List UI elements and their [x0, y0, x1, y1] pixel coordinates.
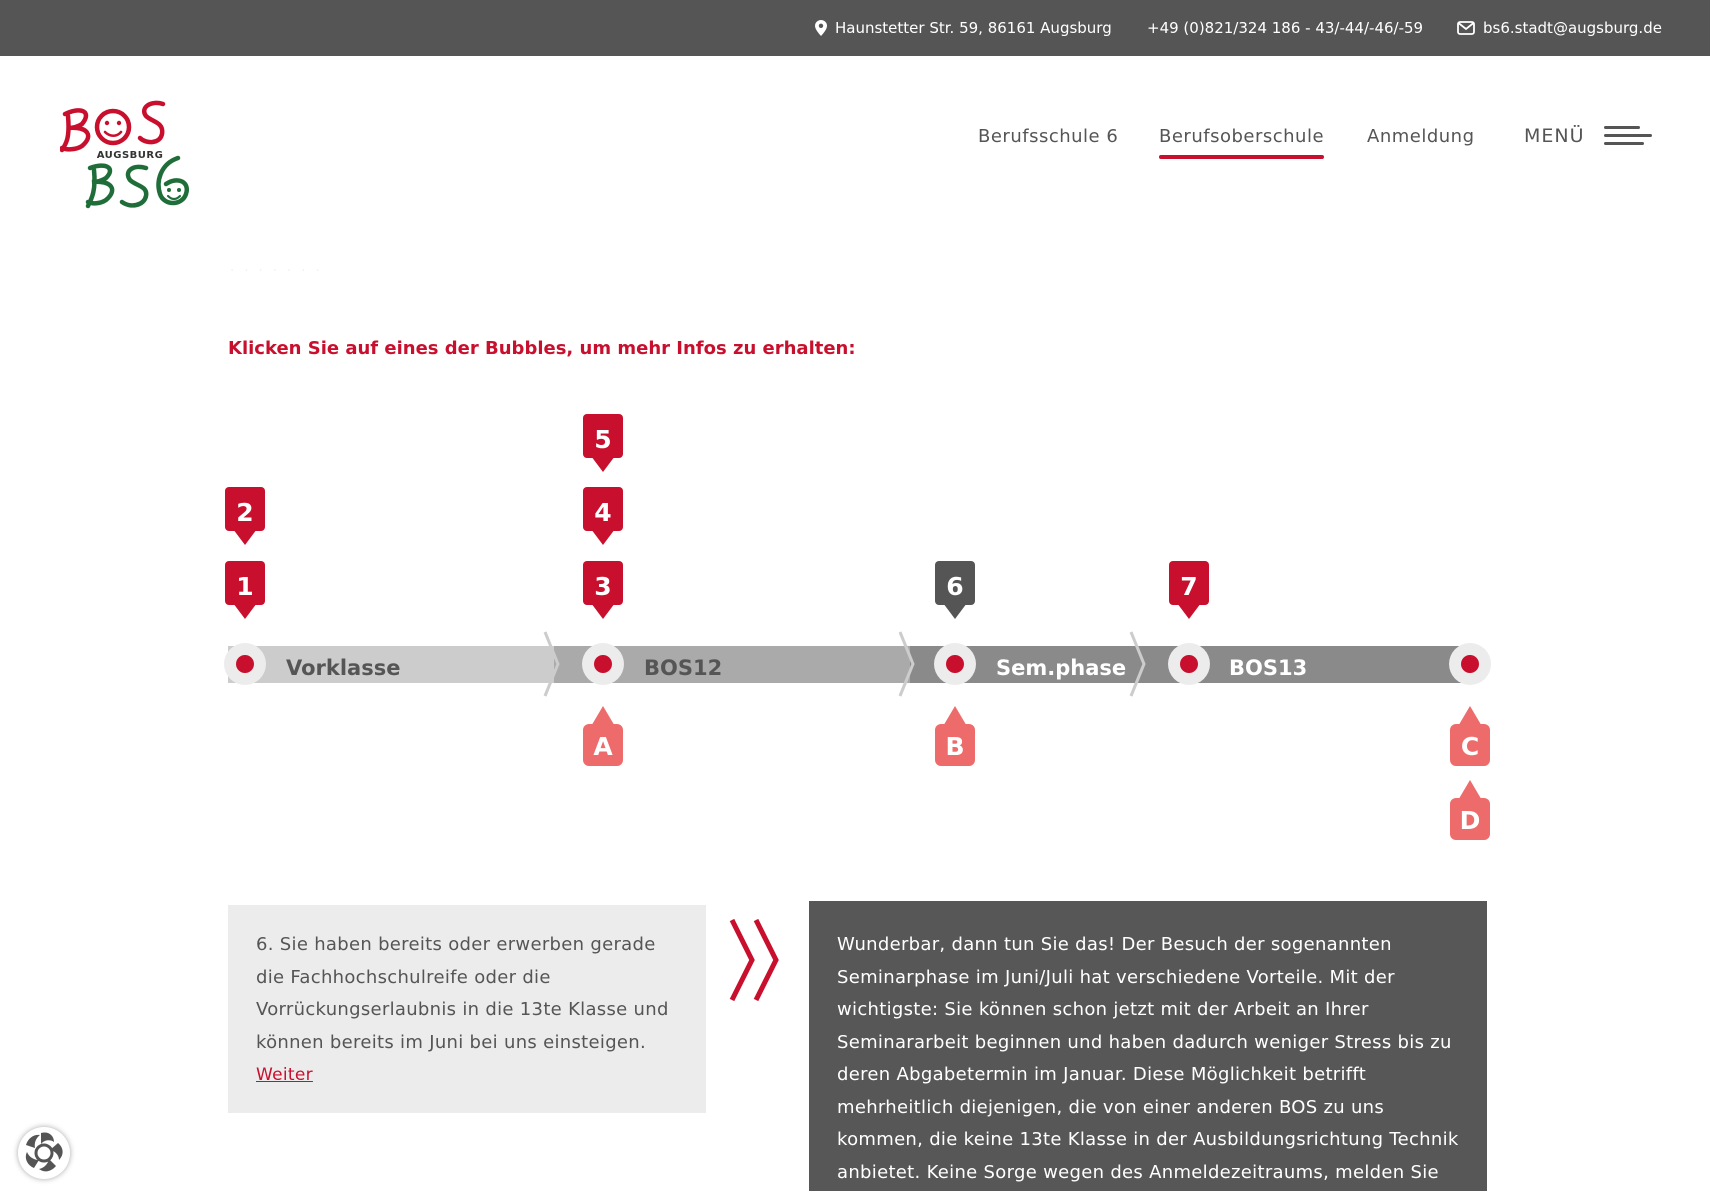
segment-label-bos12: BOS12 [644, 656, 723, 680]
bubble-a[interactable] [583, 706, 623, 766]
bubble-7-label: 7 [1180, 572, 1198, 601]
bubble-6[interactable] [935, 561, 975, 619]
segment-label-semphase: Sem.phase [996, 656, 1127, 680]
phone-text[interactable]: +49 (0)821/324 186 - 43/-44/-46/-59 [1147, 19, 1424, 37]
bos-bs6-logo[interactable] [60, 98, 200, 220]
hamburger-icon [1604, 123, 1652, 149]
double-chevron-icon [728, 916, 784, 1004]
top-info-bar [0, 0, 1710, 56]
bubble-d[interactable] [1450, 780, 1490, 840]
nav-berufsschule-6[interactable]: Berufsschule 6 [978, 126, 1119, 147]
nav-anmeldung[interactable]: Anmeldung [1367, 126, 1475, 147]
detail-text: Wunderbar, dann tun Sie das! Der Besuch der sogenannten Seminarphase im Juni/Juli hat verschiedene Vorteile. Mit der wichtigste: Sie können schon jetzt mit der Arbeit an Ihrer Seminararbeit beginnen und haben dadurch weniger Stress bis zu deren Abgabetermin im Januar. Diese Möglichkeit betrifft mehrheitlich diejenigen, die von einer anderen BOS zu uns kommen, die keine 13te Klasse in der Ausbildungsrichtung Technik anbietet. Keine Sorge wegen des Anmeldezeitraums, melden Sie [837, 934, 1459, 1183]
timeline-dot[interactable] [224, 643, 266, 685]
bubble-5[interactable] [583, 414, 623, 472]
bubble-c-label: C [1460, 732, 1480, 761]
bubble-info-card [228, 905, 706, 1113]
bubble-b[interactable] [935, 706, 975, 766]
cookie-settings-icon [18, 1127, 70, 1179]
weiter-link[interactable]: Weiter [256, 1065, 313, 1085]
email-link[interactable]: bs6.stadt@augsburg.de [1483, 19, 1662, 37]
bubble-d-label: D [1459, 806, 1481, 835]
bubble-2[interactable] [225, 487, 265, 545]
bubble-7[interactable] [1169, 561, 1209, 619]
bubble-4[interactable] [583, 487, 623, 545]
bubble-1-label: 1 [236, 572, 254, 601]
timeline-instruction: Klicken Sie auf eines der Bubbles, um mehr Infos zu erhalten: [228, 338, 856, 359]
menu-button[interactable] [1524, 118, 1652, 154]
timeline-dot[interactable] [582, 643, 624, 685]
address-text: Haunstetter Str. 59, 86161 Augsburg [835, 19, 1112, 37]
envelope-icon [1457, 21, 1475, 35]
phone-info[interactable] [1147, 18, 1423, 38]
detail-text-card [809, 901, 1487, 1191]
bubble-c[interactable] [1450, 706, 1490, 766]
bubble-4-label: 4 [594, 498, 612, 527]
bubble-b-label: B [945, 732, 965, 761]
timeline-dot[interactable] [1449, 643, 1491, 685]
cookie-settings-button[interactable] [18, 1127, 70, 1179]
bubble-6-label: 6 [946, 572, 964, 601]
timeline-dot[interactable] [934, 643, 976, 685]
segment-label-vorklasse: Vorklasse [286, 656, 401, 680]
map-pin-icon [815, 20, 827, 36]
address-info [815, 18, 1112, 38]
bubble-3-label: 3 [594, 572, 612, 601]
bubble-2-label: 2 [236, 498, 254, 527]
timeline-dot[interactable] [1168, 643, 1210, 685]
bubble-3[interactable] [583, 561, 623, 619]
bubble-a-label: A [593, 732, 613, 761]
faded-breadcrumb: · · · · · · · [230, 264, 323, 279]
bubble-5-label: 5 [594, 425, 612, 454]
email-info[interactable] [1457, 18, 1662, 38]
nav-berufsoberschule[interactable]: Berufsoberschule [1159, 126, 1325, 147]
logo-augsburg-text: AUGSBURG [96, 150, 164, 161]
bubble-info-text: 6. Sie haben bereits oder erwerben gerade die Fachhochschulreife oder die Vorrückungserlaubnis in die 13te Klasse und können bereits im Juni bei uns einsteigen. [256, 934, 669, 1053]
menu-label: MENÜ [1524, 125, 1585, 147]
segment-label-bos13: BOS13 [1229, 656, 1308, 680]
bubble-1[interactable] [225, 561, 265, 619]
